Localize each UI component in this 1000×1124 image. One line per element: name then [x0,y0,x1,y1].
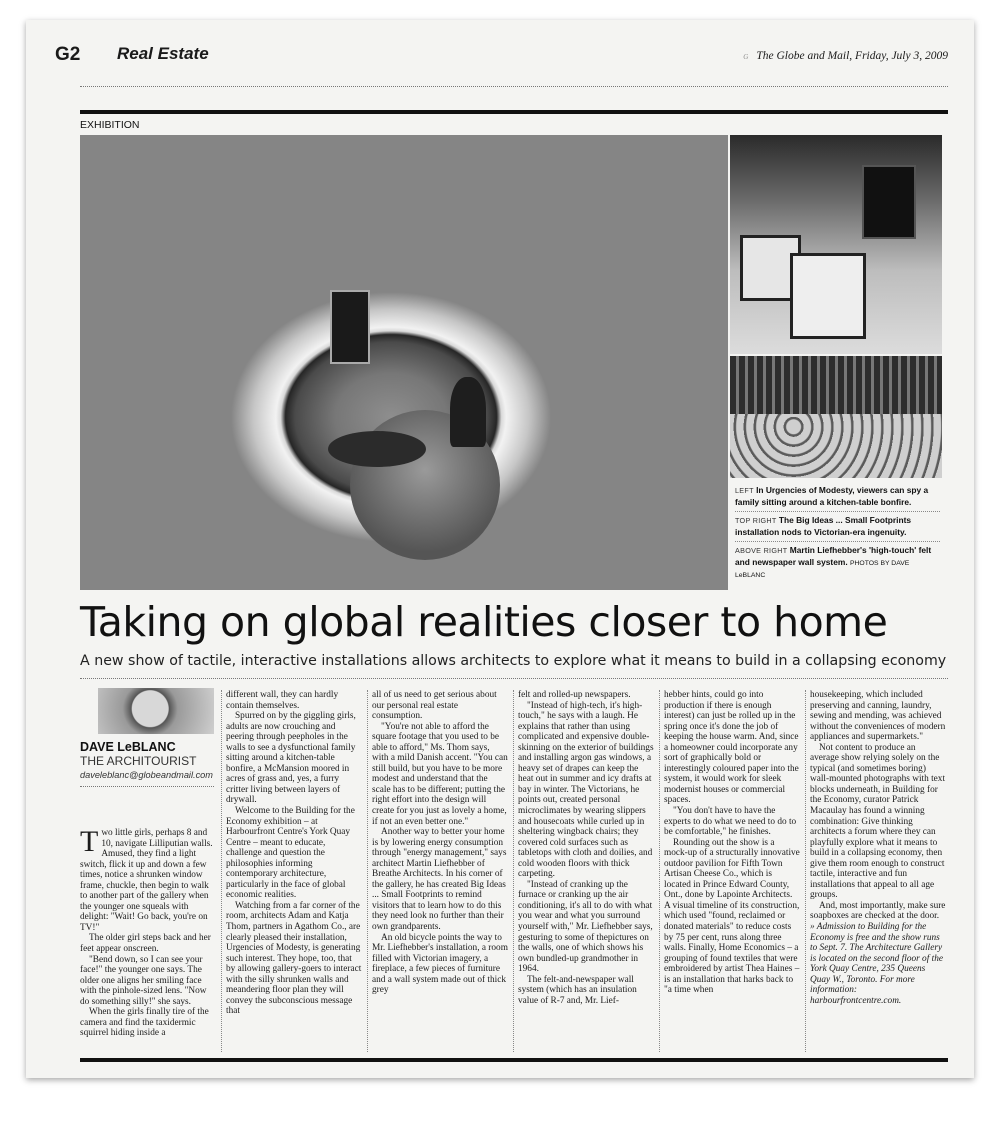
paragraph [80,825,216,933]
column-name: THE ARCHITOURIST [80,754,197,768]
paragraph: Another way to better your home is by lowering energy consumption through "energy management," says architect Martin Liefhebber of Breathe Architects. In his corner of the gallery, he has created Big Ideas ... Small Footprints to remind visitors that to learn how to do this they need look no further than their own grandparents. [372,827,507,933]
paragraph-text: wo little girls, perhaps 8 and 10, navigate Lilliputian walls. Amused, they find a light switch, flick it up and down a few times, notice a shrunken window frame, chuckle, then begin to walk to another part of the gallery when the younger one squeals with delight: "Wait! Go back, you're on TV!" [80,828,213,933]
column-rule [805,690,806,1052]
wall-system-photo [730,356,942,478]
paragraph: The older girl steps back and her feet appear onscreen. [80,933,211,955]
caption-tag: LEFT [735,486,754,495]
miniature-table [328,431,426,467]
header-rule [80,110,948,114]
paragraph: "Bend down, so I can see your face!" the younger one says. The older one aligns her smiling face with the pinhole-sized lens. "Now do something silly!" she says. [80,954,207,1007]
paragraph: The felt-and-newspaper wall system (which has an insulation value of R-7 and, Mr. Lief- [518,974,637,1006]
photo-captions [735,482,940,586]
paragraph: housekeeping, which included preserving and canning, laundry, sewing and mending, was achieved without the conveniences of modern appliances and supermarkets." [810,690,946,743]
deck: A new show of tactile, interactive installations allows architects to explore what it means to build in a collapsing economy [80,653,947,669]
paragraph: Rounding out the show is a mock-up of a structurally innovative outdoor pavilion for Fifth Town Artisan Cheese Co., which is located in Prince Edward County, Ont., done by Lapointe Architects. A visual timeline of its construction, which used "found, reclaimed or donated materials" to reduce costs by 75 per cent, runs along three walls. Finally, Home Economics – a grouping of found textiles that were embroidered by artist Thea Haines – is an installation that harks back to "a time when [664,837,800,996]
article-column-4 [518,690,654,1006]
column-rule [659,690,660,1052]
peephole-photo [80,135,728,590]
paragraph: "Instead of high-tech, it's high-touch," he says with a laugh. He explains that rather than using complicated and expensive double-skinning on the exterior of buildings and installing argon gas windows, a heavy set of drapes can keep the heat out in summer and icy drafts at bay in winter. The Victorians, he points out, created personal microclimates by wearing slippers and housecoats while curled up in sheltering wingback chairs; they covered cold surfaces such as tabletops with cloth and doilies, and cold wooden floors with thick carpeting. [518,700,654,880]
paper-date-text: The Globe and Mail, Friday, July 3, 2009 [756,50,948,62]
headline-rule [80,678,948,679]
section-name: Real Estate [117,44,209,63]
page-marker: G [743,53,749,61]
paragraph: And, most importantly, make sure soapboxes are checked at the door. [810,900,946,922]
paragraph: felt and rolled-up newspapers. [518,690,631,700]
caption-tag: ABOVE RIGHT [735,546,788,555]
paragraph: "Instead of cranking up the furnace or cranking up the air conditioning, it's all to do with what you wear and what you surround yourself with," Mr. Liefhebber says, gesturing to some of thepictures on the walls, one of which shows his own bundled-up grandmother in 1964. [518,879,653,975]
bundle-shape [790,253,866,339]
paragraph: all of us need to get serious about our personal real estate consumption. [372,690,497,722]
article-column-5 [664,690,800,996]
author-photo [98,688,214,734]
column-rule [367,690,368,1052]
photo-credit: PHOTOS BY DAVE LeBLANC [735,559,910,579]
seated-figure [450,377,486,447]
caption-text: In Urgencies of Modesty, viewers can spy a family sitting around a kitchen-table bonfire. [735,485,929,507]
author-name: DAVE LeBLANC [80,740,176,754]
paragraph: Welcome to the Building for the Economy exhibition – at Harbourfront Centre's York Quay Centre – meant to educate, challenge and question the philosophies informing contemporary architecture, particularly in the face of global economic realities. [226,806,355,901]
page-number: G2 [55,44,81,65]
stove-shape [862,165,916,239]
rolled-paper-floor [730,414,942,478]
footer-rule [80,1058,948,1062]
paragraph: Watching from a far corner of the room, architects Adam and Katja Thom, partners in Agathom Co., are clearly pleased their installation, Urgencies of Modesty, is generating such interest. They hope, too, that by allowing gallery-goers to interact with the silly shrunken walls and meandering floor plan they will convey the subconscious message that [226,900,362,1017]
paragraph: "You're not able to afford the square footage that you used to be able to afford," Ms. Thom says, with a mild Danish accent. "You can still build, but you have to be more modest and understand that the scale has to be different; putting the right effort into the design will create for you just as lovely a home, if not an even better one." [372,721,508,827]
author-email[interactable]: daveleblanc@globeandmail.com [80,770,213,780]
paper-date [743,50,948,62]
column-rule [513,690,514,1052]
headline: Taking on global realities closer to home [80,598,888,646]
installation-photo [730,135,942,354]
byline-rule [80,786,214,787]
byline [80,688,214,787]
article-column-3 [372,690,508,996]
article-column-1 [80,825,216,1039]
paragraph: Not content to produce an average show relying solely on the typical (and sometimes boring) wall-mounted photographs with text blocks underneath, in Building for the Economy, curator Patrick Macaulay has found a winning combination: Give thinking architects a forum where they can playfully explore what it means to build in a collapsing economy, then give them room enough to construct tactile, interactive and fun installations that appeal to all age groups. [810,742,946,901]
exhibition-info-note: » Admission to Building for the Economy is free and the show runs to Sept. 7. The Architecture Gallery is located on the second floor of the York Quay Centre, 235 Queens Quay W., Toronto. For more information: harbourfrontcentre.com. [810,922,943,1006]
caption-text: Martin Liefhebber's 'high-touch' felt and newspaper wall system. [735,545,932,567]
paragraph: different wall, they can hardly contain themselves. [226,690,339,711]
folio-rule [80,86,948,87]
caption-tag: TOP RIGHT [735,516,777,525]
paragraph: "You don't have to have the experts to do what we need to do to be comfortable," he finishes. [664,806,797,838]
article-column-2 [226,690,362,1017]
paragraph: Spurred on by the giggling girls, adults are now crouching and peering through peepholes in the walls to see a dysfunctional family sitting around a kitchen-table bonfire, a McMansion moored in acres of grass and, yes, a furry critter living between layers of drywall. [226,711,356,806]
caption [735,482,940,512]
caption-text: The Big Ideas ... Small Footprints installation nods to Victorian-era ingenuity. [735,515,912,537]
article-column-6 [810,690,946,1006]
paragraph: hebber hints, could go into production if there is enough interest) can just be rolled up in the spring once it's done the job of keeping the house warm. And, since a homeowner could incorporate any sort of graphically bold or interestingly coloured paper into the system, it would work for sleek modernist houses or commercial spaces. [664,690,799,806]
miniature-door [330,290,370,364]
paragraph: When the girls finally tire of the camera and find the taxidermic squirrel hiding inside a [80,1007,209,1039]
page-folio [55,44,948,74]
column-rule [221,690,222,1052]
drop-cap: T [80,825,99,858]
section-label: EXHIBITION [80,119,140,131]
caption [735,512,940,542]
caption [735,542,940,586]
paragraph: An old bicycle points the way to Mr. Liefhebber's installation, a room filled with Victorian imagery, a fireplace, a few pieces of furniture and a wall system made out of thick grey [372,932,508,996]
